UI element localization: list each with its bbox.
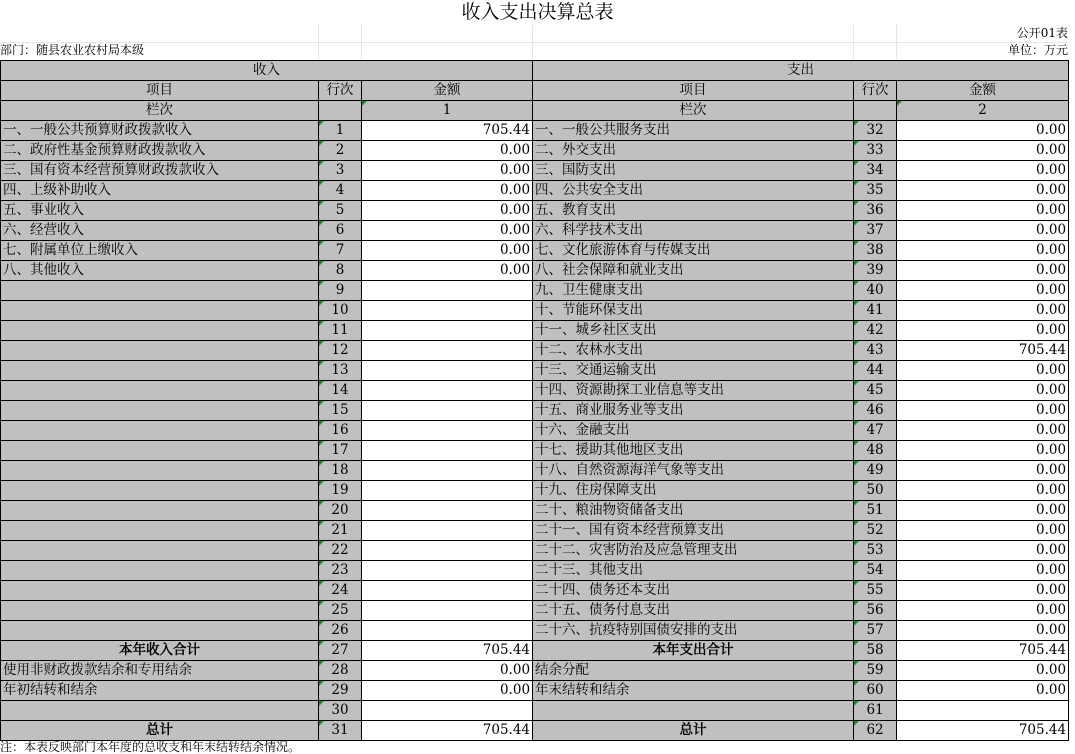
income-rowno-cell: 11 [319,321,362,341]
income-item-cell [1,481,319,501]
income-amount-cell: 0.00 [362,661,533,681]
income-amount-cell [362,301,533,321]
expense-rowno-cell: 48 [854,441,897,461]
expense-amount-cell: 0.00 [897,201,1069,221]
expense-item-header: 项目 [533,81,854,101]
unit-label: 单位：万元 [1007,43,1068,57]
expense-amount-cell: 705.44 [897,641,1069,661]
income-rowno-cell: 14 [319,381,362,401]
income-rowno-cell: 19 [319,481,362,501]
income-item-cell: 三、国有资本经营预算财政拨款收入 [1,161,319,181]
income-amount-cell: 0.00 [362,241,533,261]
table-row [1,341,1069,361]
report-title: 收入支出决算总表 [461,1,614,23]
income-item-cell [1,581,319,601]
income-amount-cell: 0.00 [362,221,533,241]
table-row [1,481,1069,501]
expense-amount-cell: 0.00 [897,141,1069,161]
form-code: 公开01表 [1016,26,1068,40]
expense-amount-cell [897,701,1069,721]
income-item-cell: 年初结转和结余 [1,681,319,701]
table-row [1,441,1069,461]
income-amount-cell: 0.00 [362,181,533,201]
expense-amount-cell: 0.00 [897,681,1069,701]
income-amount-cell [362,481,533,501]
expense-amount-cell: 0.00 [897,501,1069,521]
expense-item-cell: 八、社会保障和就业支出 [533,261,854,281]
expense-item-cell [533,701,854,721]
expense-rowno-header: 行次 [854,81,897,101]
income-rowno-cell: 7 [319,241,362,261]
income-item-cell: 八、其他收入 [1,261,319,281]
expense-item-cell: 十七、援助其他地区支出 [533,441,854,461]
expense-amount-cell: 0.00 [897,281,1069,301]
table-row [1,661,1069,681]
expense-rowno-cell: 54 [854,561,897,581]
income-amount-cell [362,601,533,621]
expense-item-cell: 四、公共安全支出 [533,181,854,201]
expense-amount-cell: 0.00 [897,421,1069,441]
expense-amount-cell: 0.00 [897,121,1069,141]
expense-rowno-cell: 53 [854,541,897,561]
income-item-cell: 使用非财政拨款结余和专用结余 [1,661,319,681]
income-amount-cell [362,561,533,581]
expense-amount-cell: 0.00 [897,621,1069,641]
table-row [1,141,1069,161]
income-rowno-cell: 16 [319,421,362,441]
income-rowno-cell: 25 [319,601,362,621]
expense-item-cell: 十二、农林水支出 [533,341,854,361]
expense-section-header: 支出 [533,61,1069,81]
expense-amount-cell: 0.00 [897,221,1069,241]
income-item-cell [1,541,319,561]
income-item-cell [1,521,319,541]
expense-item-cell: 十一、城乡社区支出 [533,321,854,341]
table-row [1,581,1069,601]
expense-rowno-cell: 45 [854,381,897,401]
table-row [1,461,1069,481]
income-amount-cell: 705.44 [362,721,533,741]
income-amount-cell: 0.00 [362,681,533,701]
expense-rowno-cell: 52 [854,521,897,541]
income-rowno-cell: 6 [319,221,362,241]
expense-amount-cell: 0.00 [897,301,1069,321]
income-rowno-cell: 1 [319,121,362,141]
income-column-blank [319,101,362,121]
expense-amount-cell: 0.00 [897,181,1069,201]
income-amount-cell [362,421,533,441]
income-item-cell [1,361,319,381]
table-row [1,521,1069,541]
expense-item-cell: 十六、金融支出 [533,421,854,441]
column-header-row [1,81,1069,101]
income-rowno-cell: 23 [319,561,362,581]
income-rowno-cell: 29 [319,681,362,701]
table-row [1,601,1069,621]
income-item-cell [1,341,319,361]
table-row [1,401,1069,421]
income-item-cell [1,561,319,581]
expense-amount-cell: 0.00 [897,481,1069,501]
expense-rowno-cell: 39 [854,261,897,281]
expense-item-cell: 一、一般公共服务支出 [533,121,854,141]
income-rowno-cell: 10 [319,301,362,321]
expense-amount-cell: 705.44 [897,341,1069,361]
footnote: 注：本表反映部门本年度的总收支和年末结转结余情况。 [0,740,301,754]
expense-rowno-cell: 36 [854,201,897,221]
expense-item-cell: 本年支出合计 [533,641,854,661]
expense-amount-cell: 0.00 [897,261,1069,281]
income-item-cell: 二、政府性基金预算财政拨款收入 [1,141,319,161]
expense-rowno-cell: 47 [854,421,897,441]
expense-item-cell: 二十三、其他支出 [533,561,854,581]
expense-rowno-cell: 55 [854,581,897,601]
column-index-row [1,101,1069,121]
expense-item-cell: 十三、交通运输支出 [533,361,854,381]
expense-rowno-cell: 61 [854,701,897,721]
expense-item-cell: 二、外交支出 [533,141,854,161]
expense-item-cell: 十五、商业服务业等支出 [533,401,854,421]
income-rowno-cell: 28 [319,661,362,681]
expense-item-cell: 三、国防支出 [533,161,854,181]
expense-item-cell: 年末结转和结余 [533,681,854,701]
expense-rowno-cell: 33 [854,141,897,161]
expense-amount-cell: 0.00 [897,561,1069,581]
expense-rowno-cell: 46 [854,401,897,421]
income-rowno-cell: 12 [319,341,362,361]
income-rowno-cell: 13 [319,361,362,381]
expense-rowno-cell: 37 [854,221,897,241]
expense-item-cell: 二十、粮油物资储备支出 [533,501,854,521]
expense-rowno-cell: 59 [854,661,897,681]
expense-item-cell: 十八、自然资源海洋气象等支出 [533,461,854,481]
income-item-cell: 总计 [1,721,319,741]
expense-amount-cell: 0.00 [897,441,1069,461]
expense-item-cell: 二十二、灾害防治及应急管理支出 [533,541,854,561]
income-amount-cell: 705.44 [362,121,533,141]
income-rowno-header: 行次 [319,81,362,101]
income-amount-cell: 0.00 [362,201,533,221]
income-amount-cell [362,341,533,361]
table-row [1,221,1069,241]
table-row [1,681,1069,701]
table-row [1,721,1069,741]
table-row [1,361,1069,381]
income-rowno-cell: 4 [319,181,362,201]
expense-rowno-cell: 43 [854,341,897,361]
income-item-cell: 六、经营收入 [1,221,319,241]
expense-rowno-cell: 58 [854,641,897,661]
income-amount-cell [362,401,533,421]
income-rowno-cell: 27 [319,641,362,661]
income-item-cell: 一、一般公共预算财政拨款收入 [1,121,319,141]
expense-rowno-cell: 41 [854,301,897,321]
income-amount-cell: 0.00 [362,161,533,181]
income-rowno-cell: 24 [319,581,362,601]
income-item-cell [1,281,319,301]
expense-amount-cell: 0.00 [897,381,1069,401]
income-rowno-cell: 8 [319,261,362,281]
expense-amount-cell: 0.00 [897,401,1069,421]
income-rowno-cell: 30 [319,701,362,721]
income-amount-cell: 0.00 [362,261,533,281]
income-rowno-cell: 26 [319,621,362,641]
expense-rowno-cell: 56 [854,601,897,621]
income-item-cell [1,401,319,421]
table-row [1,181,1069,201]
expense-item-cell: 六、科学技术支出 [533,221,854,241]
expense-amount-cell: 0.00 [897,581,1069,601]
expense-rowno-cell: 60 [854,681,897,701]
income-amount-cell [362,581,533,601]
expense-column-label: 栏次 [533,101,854,121]
expense-amount-cell: 0.00 [897,241,1069,261]
table-row [1,621,1069,641]
department-label: 部门：随县农业农村局本级 [0,43,145,57]
income-item-cell [1,301,319,321]
expense-item-cell: 十、节能环保支出 [533,301,854,321]
income-column-label: 栏次 [1,101,319,121]
income-amount-cell [362,441,533,461]
income-amount-cell [362,501,533,521]
table-row [1,201,1069,221]
income-amount-header: 金额 [362,81,533,101]
table-row [1,541,1069,561]
expense-amount-cell: 0.00 [897,361,1069,381]
income-column-index: 1 [362,101,533,121]
expense-amount-cell: 0.00 [897,461,1069,481]
income-rowno-cell: 2 [319,141,362,161]
income-item-cell [1,421,319,441]
income-item-cell: 四、上级补助收入 [1,181,319,201]
income-item-cell: 五、事业收入 [1,201,319,221]
income-rowno-cell: 21 [319,521,362,541]
income-amount-cell: 0.00 [362,141,533,161]
table-row [1,561,1069,581]
expense-amount-cell: 0.00 [897,521,1069,541]
income-rowno-cell: 5 [319,201,362,221]
table-row [1,281,1069,301]
expense-item-cell: 七、文化旅游体育与传媒支出 [533,241,854,261]
table-row [1,301,1069,321]
expense-rowno-cell: 34 [854,161,897,181]
table-row [1,321,1069,341]
expense-rowno-cell: 50 [854,481,897,501]
table-row [1,241,1069,261]
expense-rowno-cell: 35 [854,181,897,201]
income-rowno-cell: 31 [319,721,362,741]
income-item-cell [1,441,319,461]
income-item-cell [1,621,319,641]
expense-column-index: 2 [897,101,1069,121]
income-expense-table [0,60,1069,741]
income-amount-cell [362,701,533,721]
expense-amount-cell: 0.00 [897,321,1069,341]
income-amount-cell [362,321,533,341]
expense-rowno-cell: 42 [854,321,897,341]
income-rowno-cell: 22 [319,541,362,561]
table-row [1,121,1069,141]
income-item-cell: 七、附属单位上缴收入 [1,241,319,261]
expense-item-cell: 五、教育支出 [533,201,854,221]
expense-amount-cell: 0.00 [897,661,1069,681]
income-item-header: 项目 [1,81,319,101]
expense-item-cell: 九、卫生健康支出 [533,281,854,301]
expense-amount-cell: 705.44 [897,721,1069,741]
expense-item-cell: 二十四、债务还本支出 [533,581,854,601]
section-header-row [1,61,1069,81]
income-item-cell [1,601,319,621]
expense-item-cell: 总计 [533,721,854,741]
expense-rowno-cell: 40 [854,281,897,301]
income-rowno-cell: 18 [319,461,362,481]
income-item-cell [1,381,319,401]
table-row [1,261,1069,281]
department-line [0,42,1068,59]
expense-item-cell: 结余分配 [533,661,854,681]
income-amount-cell [362,361,533,381]
table-row [1,501,1069,521]
table-row [1,641,1069,661]
income-rowno-cell: 15 [319,401,362,421]
income-rowno-cell: 20 [319,501,362,521]
table-row [1,381,1069,401]
table-row [1,421,1069,441]
income-item-cell [1,321,319,341]
expense-rowno-cell: 62 [854,721,897,741]
income-amount-cell [362,461,533,481]
expense-amount-header: 金额 [897,81,1069,101]
table-row [1,701,1069,721]
expense-item-cell: 二十六、抗疫特别国债安排的支出 [533,621,854,641]
income-rowno-cell: 17 [319,441,362,461]
expense-rowno-cell: 38 [854,241,897,261]
expense-amount-cell: 0.00 [897,541,1069,561]
expense-item-cell: 十四、资源勘探工业信息等支出 [533,381,854,401]
expense-rowno-cell: 44 [854,361,897,381]
income-rowno-cell: 9 [319,281,362,301]
expense-rowno-cell: 32 [854,121,897,141]
income-rowno-cell: 3 [319,161,362,181]
income-amount-cell [362,621,533,641]
income-amount-cell [362,541,533,561]
income-amount-cell [362,521,533,541]
income-amount-cell: 705.44 [362,641,533,661]
expense-item-cell: 二十一、国有资本经营预算支出 [533,521,854,541]
expense-rowno-cell: 51 [854,501,897,521]
expense-item-cell: 二十五、债务付息支出 [533,601,854,621]
income-item-cell: 本年收入合计 [1,641,319,661]
income-amount-cell [362,381,533,401]
income-section-header: 收入 [1,61,533,81]
expense-amount-cell: 0.00 [897,601,1069,621]
income-item-cell [1,501,319,521]
expense-rowno-cell: 57 [854,621,897,641]
income-amount-cell [362,281,533,301]
expense-column-blank [854,101,897,121]
income-item-cell [1,461,319,481]
expense-amount-cell: 0.00 [897,161,1069,181]
expense-item-cell: 十九、住房保障支出 [533,481,854,501]
income-item-cell [1,701,319,721]
expense-rowno-cell: 49 [854,461,897,481]
table-row [1,161,1069,181]
